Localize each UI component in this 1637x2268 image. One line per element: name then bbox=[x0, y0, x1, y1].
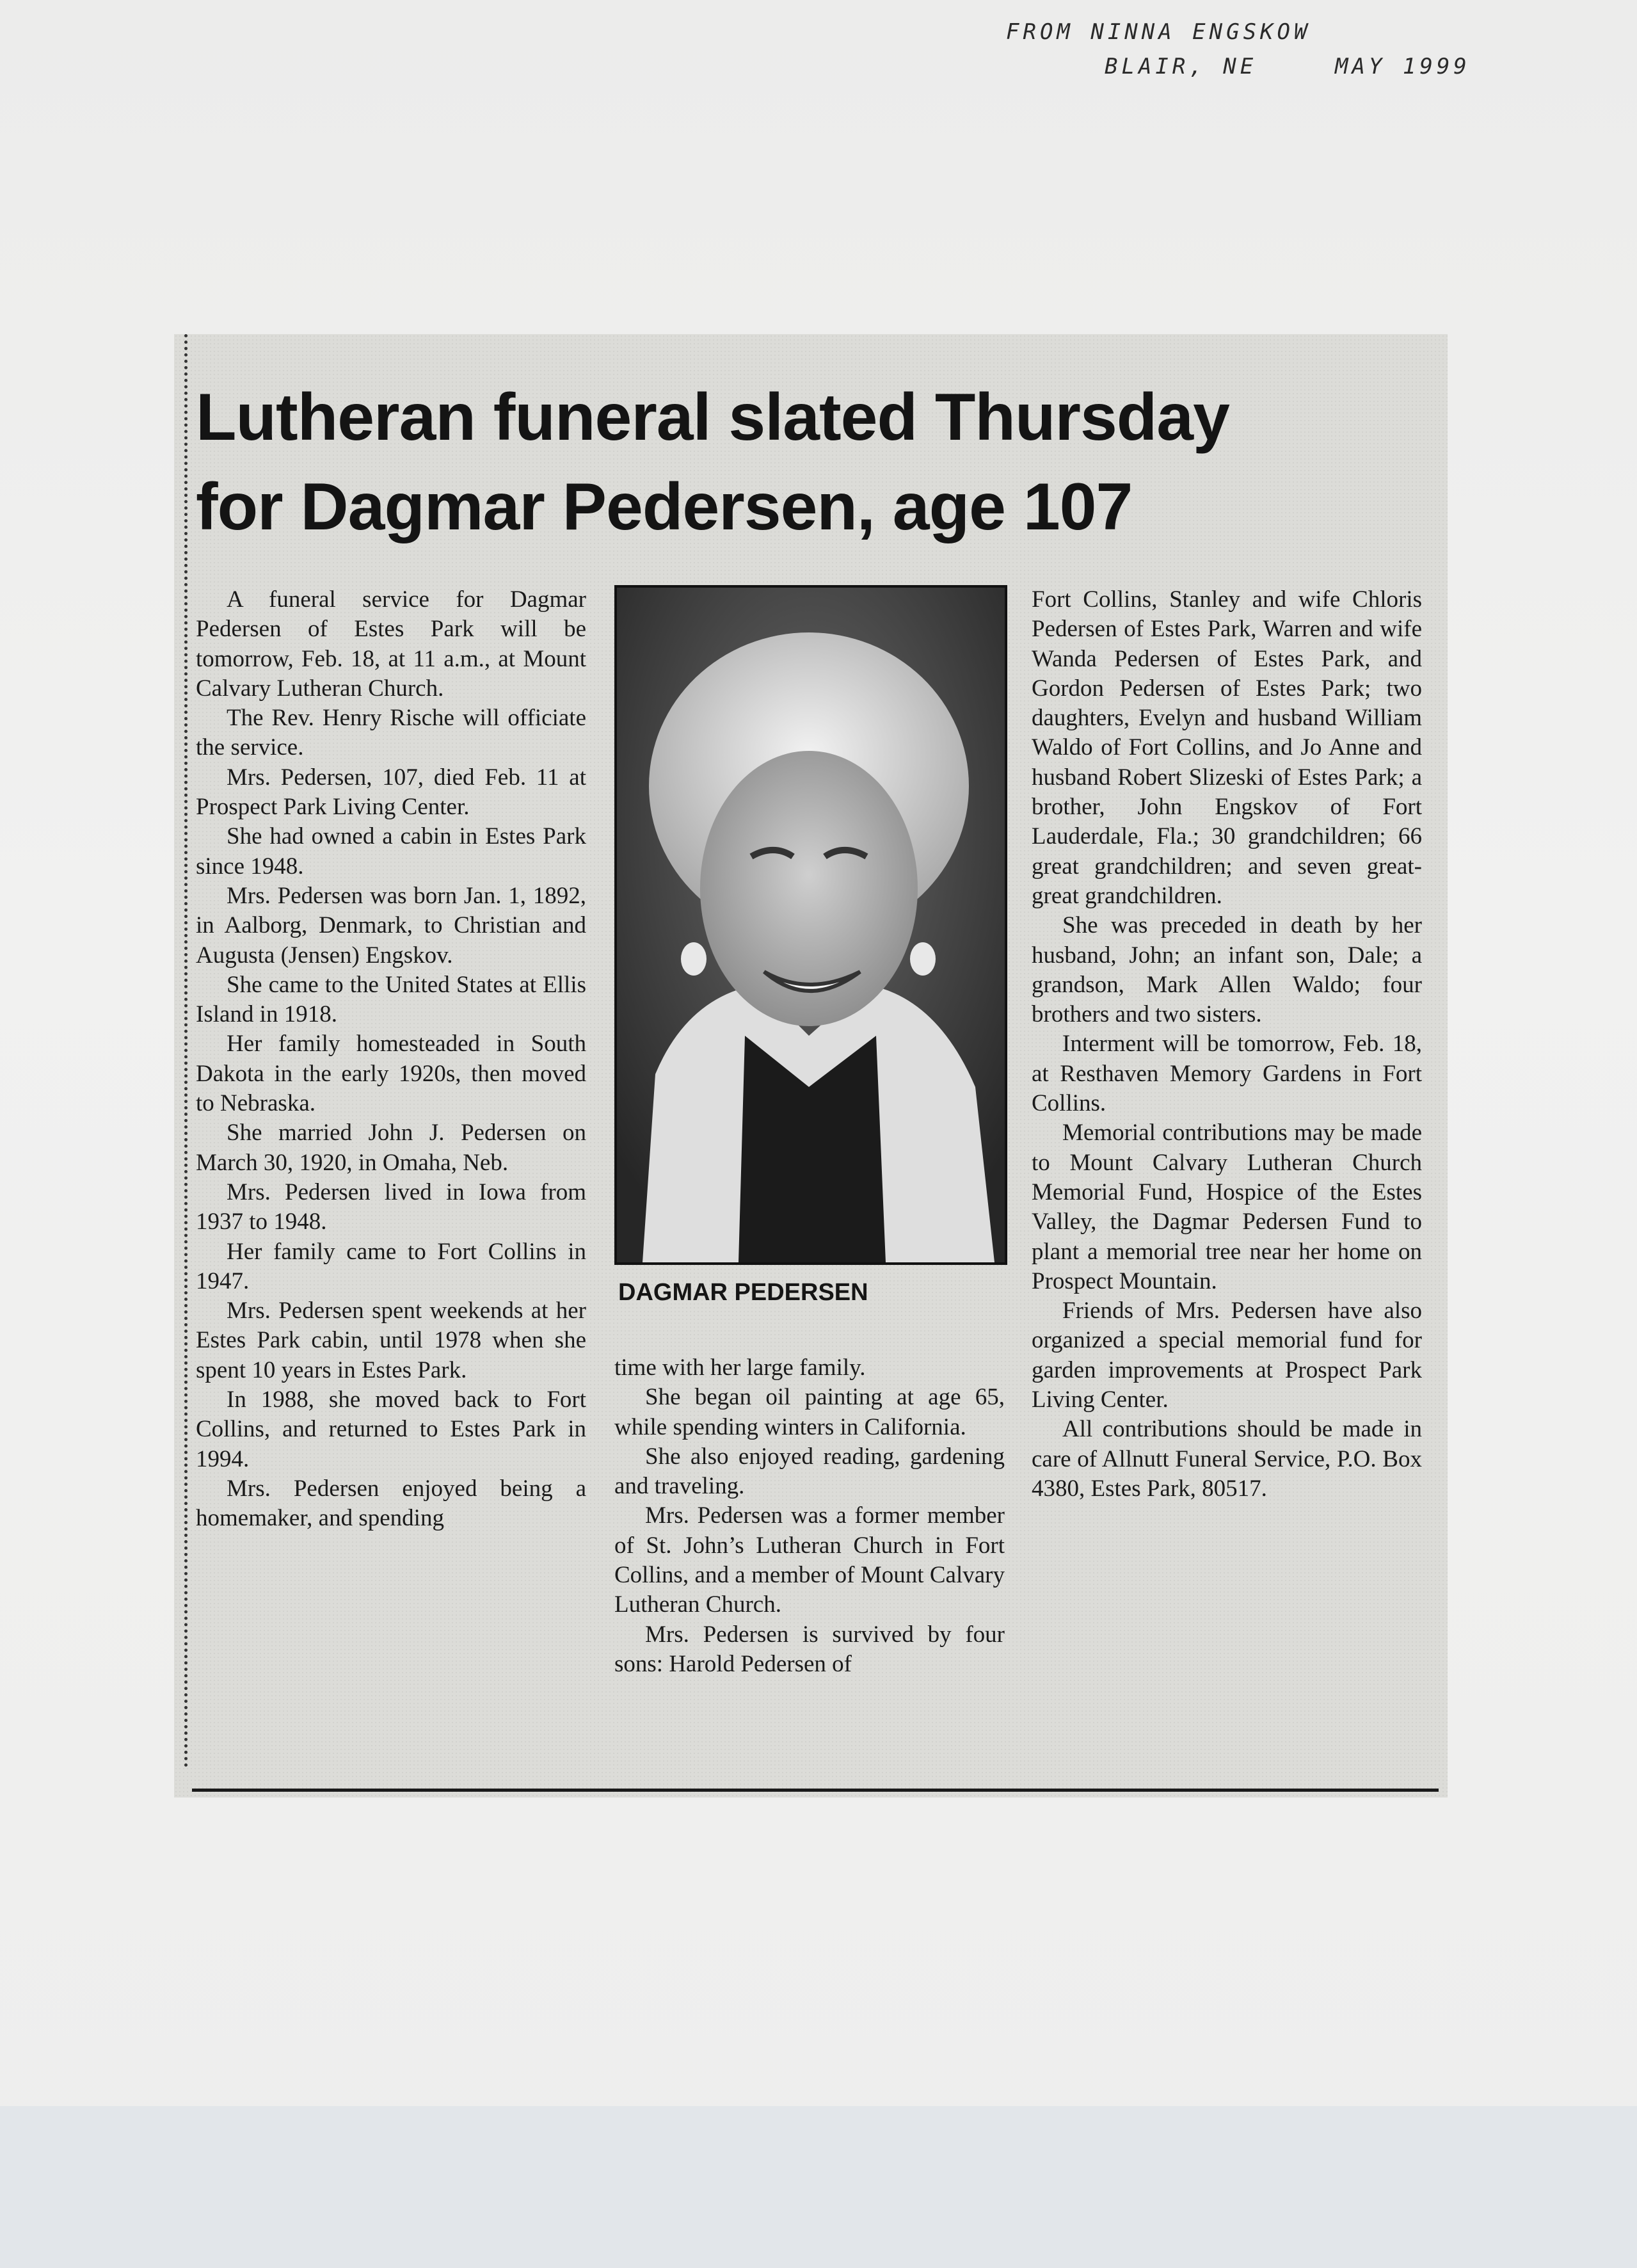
paragraph: The Rev. Henry Rische will officiate the service. bbox=[196, 705, 586, 761]
handwritten-source-note: FROM NINNA ENGSKOW bbox=[1006, 19, 1311, 45]
newspaper-clipping bbox=[174, 334, 1448, 1798]
paragraph: Mrs. Pedersen was born Jan. 1, 1892, in Aalborg, Denmark, to Christian and Augusta (Jensen) Engskov. bbox=[196, 882, 586, 969]
headline-line-2: for Dagmar Pedersen, age 107 bbox=[196, 470, 1133, 544]
paragraph: Mrs. Pedersen spent weekends at her Estes Park cabin, until 1978 when she spent 10 years in Estes Park. bbox=[196, 1298, 586, 1383]
paragraph: Her family came to Fort Collins in 1947. bbox=[196, 1238, 586, 1294]
paragraph: She began oil painting at age 65, while spending winters in California. bbox=[614, 1384, 1005, 1440]
paragraph: Mrs. Pedersen enjoyed being a homemaker, and spending bbox=[196, 1475, 586, 1532]
paragraph: Memorial contributions may be made to Mount Calvary Lutheran Church Memorial Fund, Hospice of the Estes Valley, the Dagmar Pedersen Fund to plant a memorial tree near her home on Prospect Mountain. bbox=[1032, 1120, 1422, 1294]
headline-line-1: Lutheran funeral slated Thursday bbox=[196, 380, 1229, 454]
paragraph: She was preceded in death by her husband, John; an infant son, Dale; a grandson, Mark Allen Waldo; four brothers and two sisters. bbox=[1032, 912, 1422, 1028]
clipping-cut-edge bbox=[184, 334, 188, 1768]
handwritten-place-note: BLAIR, NE bbox=[1105, 54, 1258, 79]
paragraph: A funeral service for Dagmar Pedersen of Estes Park will be tomorrow, Feb. 18, at 11 a.m., at Mount Calvary Lutheran Church. bbox=[196, 586, 586, 702]
article-column-3 bbox=[1032, 585, 1422, 1504]
headline bbox=[196, 373, 1437, 552]
portrait-illustration bbox=[617, 588, 1005, 1262]
photo-caption: DAGMAR PEDERSEN bbox=[618, 1279, 868, 1306]
article-column-2 bbox=[614, 1353, 1005, 1679]
portrait-photo bbox=[614, 585, 1007, 1265]
paragraph: All contributions should be made in care of Allnutt Funeral Service, P.O. Box 4380, Estes Park, 80517. bbox=[1032, 1416, 1422, 1502]
article-end-rule bbox=[192, 1789, 1439, 1792]
paragraph: Interment will be tomorrow, Feb. 18, at Resthaven Memory Gardens in Fort Collins. bbox=[1032, 1031, 1422, 1117]
paragraph: Mrs. Pedersen, 107, died Feb. 11 at Prospect Park Living Center. bbox=[196, 764, 586, 821]
paragraph: She married John J. Pedersen on March 30, 1920, in Omaha, Neb. bbox=[196, 1120, 586, 1176]
paragraph: Mrs. Pedersen is survived by four sons: Harold Pedersen of bbox=[614, 1621, 1005, 1677]
paragraph: Her family homesteaded in South Dakota in the early 1920s, then moved to Nebraska. bbox=[196, 1031, 586, 1117]
paragraph: Mrs. Pedersen lived in Iowa from 1937 to 1948. bbox=[196, 1178, 586, 1235]
scanner-bed-margin bbox=[0, 2106, 1637, 2268]
paragraph: She also enjoyed reading, gardening and traveling. bbox=[614, 1443, 1005, 1500]
paragraph: Fort Collins, Stanley and wife Chloris Pedersen of Estes Park, Warren and wife Wanda Pedersen of Estes Park, and Gordon Pedersen of Estes Park; two daughters, Evelyn and husband William Waldo of Fort Collins, and Jo Anne and husband Robert Slizeski of Estes Park; a brother, John Engskov of Fort Lauderdale, Fla.; 30 grandchildren; 66 great grandchildren; and seven great-great grandchildren. bbox=[1032, 586, 1422, 909]
paragraph: Friends of Mrs. Pedersen have also organized a special memorial fund for garden improvements at Prospect Park Living Center. bbox=[1032, 1298, 1422, 1413]
paragraph: She came to the United States at Ellis Island in 1918. bbox=[196, 971, 586, 1028]
paragraph: time with her large family. bbox=[614, 1355, 866, 1381]
article-column-1 bbox=[196, 585, 586, 1534]
paragraph: In 1988, she moved back to Fort Collins, and returned to Estes Park in 1994. bbox=[196, 1387, 586, 1472]
paragraph: She had owned a cabin in Estes Park since 1948. bbox=[196, 823, 586, 880]
handwritten-date-note: MAY 1999 bbox=[1335, 54, 1471, 79]
paragraph: Mrs. Pedersen was a former member of St. John’s Lutheran Church in Fort Collins, and a member of Mount Calvary Lutheran Church. bbox=[614, 1502, 1005, 1618]
